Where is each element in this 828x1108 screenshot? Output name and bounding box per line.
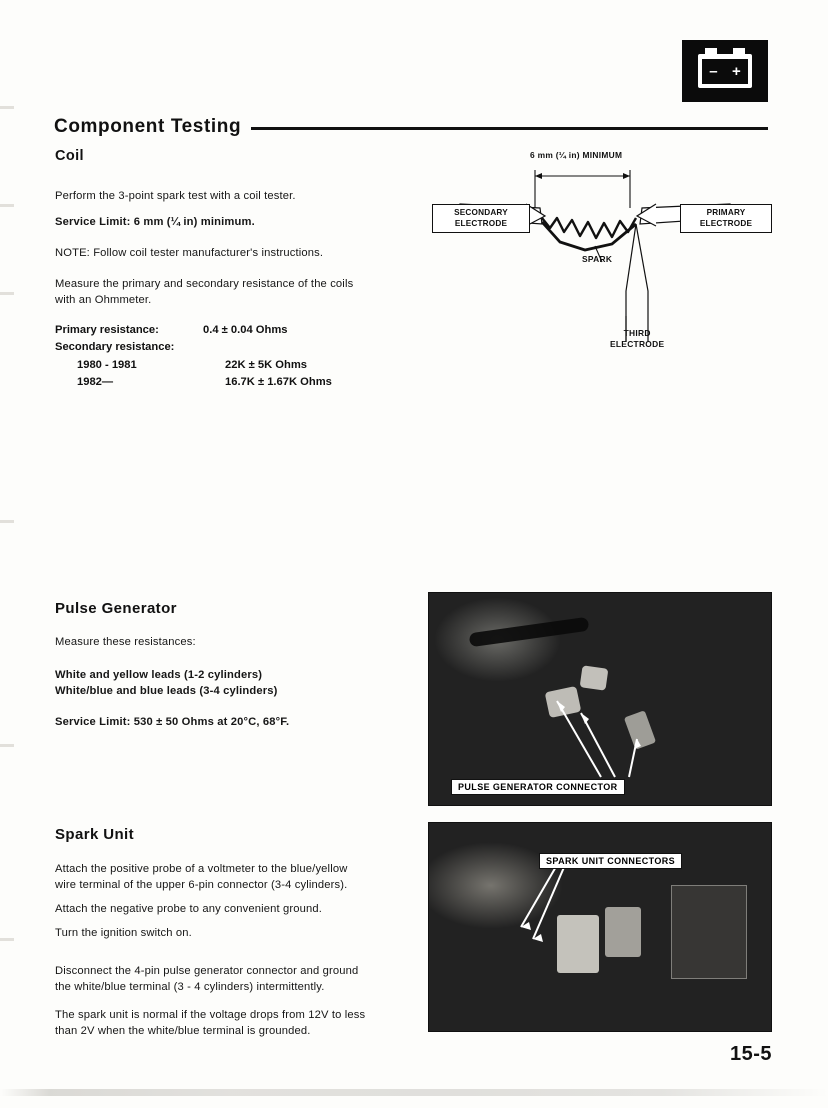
spec-label: 1982—	[77, 376, 114, 389]
diagram-secondary-electrode-label: SECONDARY ELECTRODE	[432, 204, 530, 233]
spec-label: Primary resistance:	[55, 324, 159, 336]
spark-unit-paragraph-2: Attach the negative probe to any convenient ground.	[55, 903, 323, 915]
spark-unit-paragraph-1-line-1: Attach the positive probe of a voltmeter to the blue/yellow	[55, 863, 348, 875]
pulse-generator-photo-caption: PULSE GENERATOR CONNECTOR	[451, 779, 625, 795]
spec-label: Secondary resistance:	[55, 341, 175, 354]
battery-icon	[682, 40, 768, 102]
coil-note: NOTE: Follow coil tester manufacturer's instructions.	[55, 247, 324, 259]
coil-paragraph-1: Perform the 3-point spark test with a coil tester.	[55, 190, 296, 202]
scan-edge-mark	[0, 938, 14, 941]
diagram-third-electrode-label: THIRD ELECTRODE	[610, 328, 665, 349]
spark-unit-paragraph-5-line-1: The spark unit is normal if the voltage drops from 12V to less	[55, 1009, 366, 1021]
scan-edge-mark	[0, 292, 14, 295]
scan-edge-mark	[0, 204, 14, 207]
battery-plus-label: +	[732, 63, 741, 80]
pulse-generator-leads-line-1: White and yellow leads (1-2 cylinders)	[55, 669, 263, 681]
spark-gap-diagram	[430, 146, 770, 361]
section-rule	[251, 127, 768, 130]
pulse-generator-paragraph-1: Measure these resistances:	[55, 636, 196, 648]
battery-minus-label: –	[709, 63, 718, 80]
spark-unit-photo-caption: SPARK UNIT CONNECTORS	[539, 853, 682, 869]
page-number: 15-5	[729, 1043, 772, 1065]
spark-unit-paragraph-4-line-2: the white/blue terminal (3 - 4 cylinders) intermittently.	[55, 981, 325, 993]
spec-value: 16.7K ± 1.67K Ohms	[225, 376, 332, 389]
table-row	[55, 357, 415, 374]
pulse-generator-leads-line-2: White/blue and blue leads (3-4 cylinders)	[55, 685, 278, 697]
table-row	[55, 339, 415, 356]
spark-unit-paragraph-3: Turn the ignition switch on.	[55, 927, 192, 939]
diagram-primary-electrode-label: PRIMARY ELECTRODE	[680, 204, 772, 233]
scan-edge-mark	[0, 520, 14, 523]
spec-value: 22K ± 5K Ohms	[225, 358, 307, 371]
table-row	[55, 322, 415, 339]
coil-spec-table	[55, 322, 415, 391]
spark-unit-paragraph-5-line-2: than 2V when the white/blue terminal is grounded.	[55, 1025, 311, 1037]
pulse-generator-service-limit: Service Limit: 530 ± 50 Ohms at 20°C, 68°F.	[55, 716, 290, 728]
scan-bottom-smudge	[0, 1089, 828, 1096]
spark-unit-photo	[428, 822, 772, 1032]
spark-unit-paragraph-1-line-2: wire terminal of the upper 6-pin connector (3-4 cylinders).	[55, 879, 348, 891]
diagram-spark-label: SPARK	[582, 254, 613, 264]
photo-pointer-lines	[429, 593, 771, 805]
spec-label: 1980 - 1981	[77, 358, 137, 371]
pulse-generator-photo	[428, 592, 772, 806]
coil-service-limit: Service Limit: 6 mm (¼ in) minimum.	[55, 216, 255, 228]
diagram-gap-label: 6 mm (¼ in) MINIMUM	[530, 150, 623, 160]
pulse-generator-heading: Pulse Generator	[55, 600, 177, 617]
section-title: Component Testing	[54, 116, 242, 137]
coil-heading: Coil	[55, 148, 84, 164]
spec-value: 0.4 ± 0.04 Ohms	[203, 324, 288, 336]
spark-unit-paragraph-4-line-1: Disconnect the 4-pin pulse generator connector and ground	[55, 965, 359, 977]
section-heading	[54, 116, 768, 138]
scan-edge-mark	[0, 744, 14, 747]
coil-paragraph-2-line-2: with an Ohmmeter.	[55, 294, 152, 306]
scan-edge-mark	[0, 106, 14, 109]
spec-value	[203, 339, 415, 356]
table-row	[55, 374, 415, 391]
coil-paragraph-2-line-1: Measure the primary and secondary resistance of the coils	[55, 278, 354, 290]
spark-unit-heading: Spark Unit	[55, 826, 135, 843]
